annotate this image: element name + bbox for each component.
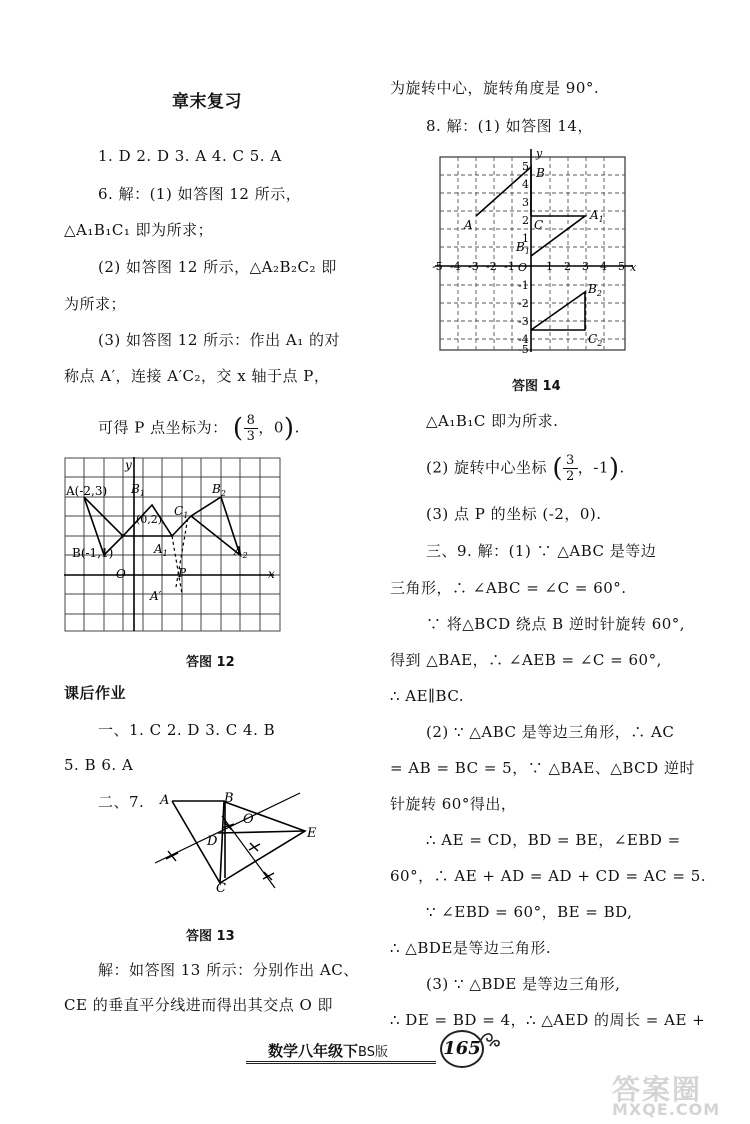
svg-text:2: 2: [522, 214, 529, 227]
answer-line: ∴ △BDE是等边三角形.: [390, 939, 552, 957]
fig12-y-label: y: [125, 458, 132, 472]
swirl-ornament-icon: [478, 1030, 502, 1052]
fig12-point-c: (0,2): [136, 513, 163, 526]
fig14-point-c: C: [534, 218, 544, 232]
svg-text:-3: -3: [518, 315, 529, 328]
fig14-point-b1: $B_1$: [516, 240, 530, 256]
fig12-point-a1: $A_1$: [154, 542, 168, 558]
fig13-point-e: E: [307, 826, 317, 841]
svg-text:-2: -2: [518, 297, 529, 310]
fig13-point-c: C: [216, 881, 226, 896]
svg-text:-5: -5: [518, 343, 529, 355]
answer-line: △A₁B₁C₁ 即为所求；: [64, 221, 214, 239]
fig14-point-a1: $A_1$: [590, 208, 604, 224]
answer-line: △A₁B₁C 即为所求.: [426, 412, 559, 430]
answer-line: 解：如答图 13 所示：分别作出 AC、: [98, 961, 359, 979]
answer-line: (3) ∵ △BDE 是等边三角形,: [426, 975, 621, 993]
answer-line: 三、9. 解：(1) ∵ △ABC 是等边: [426, 542, 657, 560]
fig12-x-label: x: [268, 567, 275, 581]
svg-text:5: 5: [618, 260, 625, 273]
answer-line-p-coord: 可得 P 点坐标为： ($\frac{8}{3}$，0).: [98, 413, 300, 444]
figure-12: [64, 457, 282, 633]
svg-text:-4: -4: [450, 260, 461, 273]
figure-14-caption: 答图 14: [512, 379, 561, 394]
svg-text:-4: -4: [518, 333, 529, 346]
answer-line: ∴ DE = BD = 4，∴ △AED 的周长 = AE +: [390, 1011, 706, 1029]
fig14-origin: O: [518, 261, 528, 274]
answer-line: 为旋转中心，旋转角度是 90°.: [390, 79, 600, 97]
answer-line: ∴ AE∥BC.: [390, 687, 465, 705]
fig14-y-label: y: [536, 147, 543, 160]
fig12-point-p: P: [178, 566, 187, 580]
answer-line: 6. 解：(1) 如答图 12 所示，: [98, 185, 302, 203]
svg-text:1: 1: [546, 260, 553, 273]
fig12-point-b: B(-1,1): [72, 546, 114, 560]
fig14-point-b: B: [536, 166, 545, 180]
answer-line: = AB = BC = 5，∵ △BAE、△BCD 逆时: [390, 759, 695, 777]
svg-text:-5: -5: [432, 260, 443, 273]
watermark-url: MXQE.COM: [612, 1100, 721, 1119]
fig12-point-a2: $A_2$: [234, 544, 248, 560]
svg-text:5: 5: [522, 160, 529, 173]
figure-12-caption: 答图 12: [186, 655, 235, 670]
answer-line: 1. D 2. D 3. A 4. C 5. A: [98, 147, 282, 165]
svg-text:2: 2: [564, 260, 571, 273]
answer-line: 针旋转 60°得出，: [390, 795, 517, 813]
fraction-numerator: 3: [565, 453, 575, 468]
svg-text:3: 3: [522, 196, 529, 209]
answer-line: 为所求；: [64, 295, 127, 313]
fig12-point-a-prime: A′: [150, 589, 162, 603]
svg-text:3: 3: [582, 260, 589, 273]
svg-text:-2: -2: [486, 260, 497, 273]
svg-text:-1: -1: [504, 260, 515, 273]
answer-line: ∵ ∠EBD = 60°，BE = BD,: [426, 903, 633, 921]
fig14-x-label: x: [630, 261, 637, 274]
answer-line: ∵ 将△BCD 绕点 B 逆时针旋转 60°,: [426, 615, 686, 633]
answer-line: 一、1. C 2. D 3. C 4. B: [98, 721, 276, 739]
fig13-point-o: O: [243, 812, 254, 827]
watermark-logo: 答案圈: [612, 1073, 703, 1106]
answer-line: 8. 解：(1) 如答图 14，: [426, 117, 593, 135]
answer-line-rotation-center: (2) 旋转中心坐标 ($\frac{3}{2}$，-1).: [426, 453, 625, 484]
fig12-origin: O: [116, 567, 126, 581]
answer-line: ∴ AE = CD，BD = BE，∠EBD =: [426, 831, 681, 849]
page-number: 165: [440, 1030, 484, 1068]
answer-line: (3) 点 P 的坐标 (-2，0).: [426, 505, 602, 523]
answer-line: (2) 如答图 12 所示，△A₂B₂C₂ 即: [98, 258, 337, 276]
fig12-point-a: A(-2,3): [66, 484, 108, 498]
answer-line: CE 的垂直平分线进而得出其交点 O 即: [64, 996, 334, 1014]
answer-line: 5. B 6. A: [64, 756, 134, 774]
answer-line: 得到 △BAE，∴ ∠AEB = ∠C = 60°,: [390, 651, 662, 669]
svg-text:-1: -1: [518, 279, 529, 292]
fraction-denominator: 2: [563, 468, 578, 484]
fig12-point-b2: $B_2$: [212, 482, 226, 498]
fig13-point-a: A: [160, 793, 170, 808]
answer-line: 60°，∴ AE + AD = AD + CD = AC = 5.: [390, 867, 707, 885]
answer-line: 三角形，∴ ∠ABC = ∠C = 60°.: [390, 579, 627, 597]
fig12-point-b1: $B_1$: [131, 482, 145, 498]
fig14-point-b2: $B_2$: [588, 282, 602, 298]
section-title: 章末复习: [172, 92, 242, 112]
fig14-point-c2: $C_2$: [588, 332, 603, 348]
footer-rule: [246, 1061, 436, 1064]
fig12-point-c1: $C_1$: [174, 504, 189, 520]
answer-line: (3) 如答图 12 所示：作出 A₁ 的对: [98, 331, 341, 349]
answer-line: (2) ∵ △ABC 是等边三角形，∴ AC: [426, 723, 675, 741]
fig14-y-ticks: [518, 160, 529, 355]
section-heading: 课后作业: [64, 684, 127, 702]
figure-14: [430, 147, 638, 355]
fraction-numerator: 8: [246, 413, 256, 428]
svg-text:4: 4: [522, 178, 529, 191]
svg-text:-3: -3: [468, 260, 479, 273]
footer-book-title: 数学八年级下BS版: [268, 1042, 388, 1060]
fig14-point-a: A: [464, 218, 473, 232]
figure-13: [150, 788, 325, 900]
fig13-point-b: B: [224, 791, 234, 806]
answer-line: 称点 A′，连接 A′C₂，交 x 轴于点 P，: [64, 367, 330, 385]
svg-text:4: 4: [600, 260, 607, 273]
figure-13-caption: 答图 13: [186, 929, 235, 944]
fig13-point-d: D: [207, 834, 218, 849]
svg-text:1: 1: [522, 232, 529, 245]
fraction-denominator: 3: [244, 428, 259, 444]
answer-line: 二、7.: [98, 793, 145, 811]
